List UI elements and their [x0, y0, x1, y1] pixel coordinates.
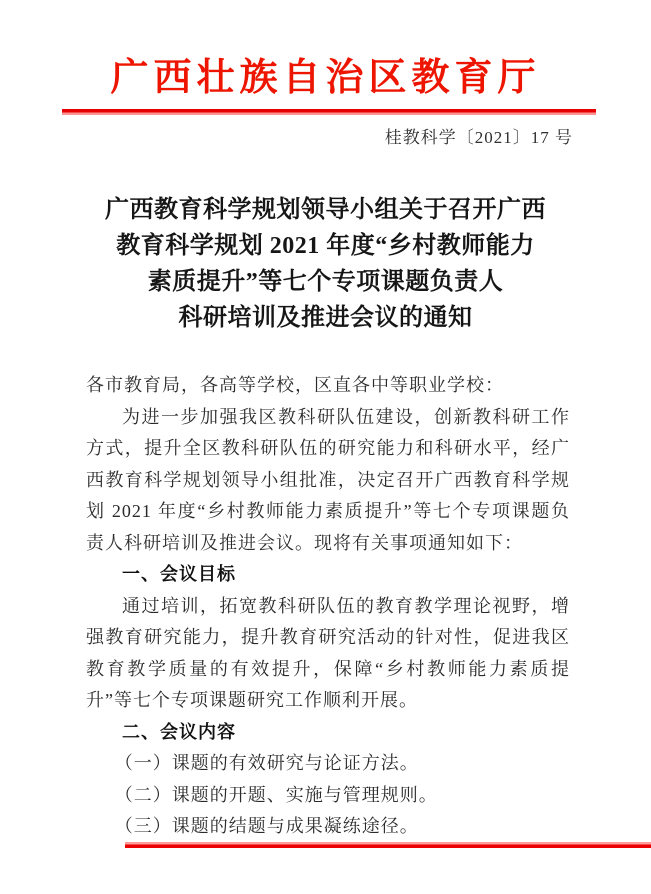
list-item-2: （二）课题的开题、实施与管理规则。 — [114, 784, 438, 805]
document-body — [86, 370, 570, 843]
document-title-line-1: 广西教育科学规划领导小组关于召开广西 — [105, 197, 546, 223]
section-heading-meeting-content: 二、会议内容 — [122, 721, 236, 742]
salutation-line: 各市教育局，各高等学校，区直各中等职业学校： — [86, 375, 504, 395]
section-heading-meeting-goals: 一、会议目标 — [122, 564, 236, 584]
document-number: 桂教科学〔2021〕17 号 — [384, 128, 573, 147]
page-footer-divider-line — [125, 842, 651, 848]
document-title-line-4: 科研培训及推进会议的通知 — [178, 305, 473, 331]
letterhead-divider-line — [62, 109, 596, 115]
document-title-line-2: 教育科学规划 2021 年度“乡村教师能力 — [116, 233, 535, 259]
list-item-3: （三）课题的结题与成果凝练途径。 — [114, 816, 419, 836]
list-item-1: （一）课题的有效研究与论证方法。 — [114, 753, 419, 773]
letterhead-org-title: 广西壮族自治区教育厅 — [110, 57, 541, 99]
intro-paragraph: 为进一步加强我区教科研队伍建设，创新教科研工作方式，提升全区教科研队伍的研究能力和科研水平，经广西教育科学规划领导小组批准，决定召开广西教育科学规划 2021 年度“乡村教师能力素质提升”等七个专项课题负责人科研培训及推进会议。现将有关事项通知如下： — [86, 406, 570, 553]
document-title — [0, 192, 651, 336]
document-title-line-3: 素质提升”等七个专项课题负责人 — [147, 269, 504, 295]
section-paragraph-meeting-goals: 通过培训，拓宽教科研队伍的教育教学理论视野，增强教育研究能力，提升教育研究活动的针对性，促进我区教育教学质量的有效提升，保障“乡村教师能力素质提升”等七个专项课题研究工作顺利开展。 — [86, 595, 570, 710]
